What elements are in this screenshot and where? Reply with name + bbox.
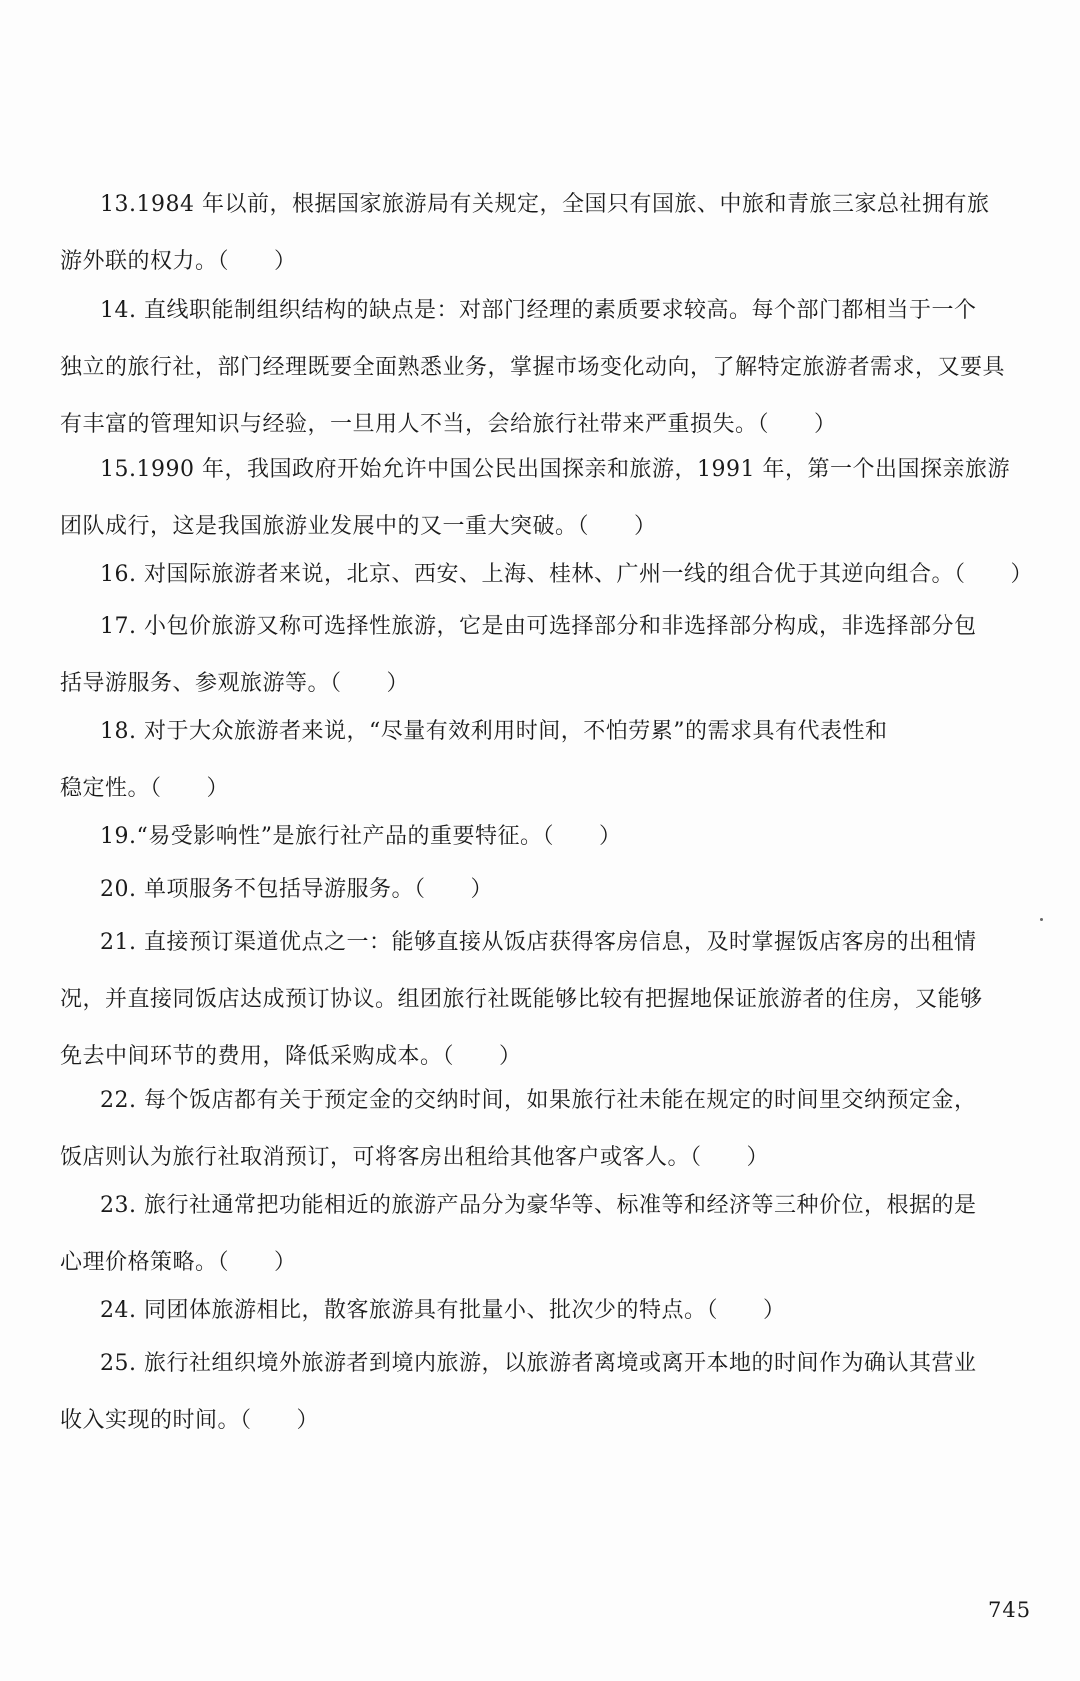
scan-speck xyxy=(1040,918,1043,921)
question-15 xyxy=(60,441,1040,555)
question-line: 17. 小包价旅游又称可选择性旅游，它是由可选择部分和非选择部分构成，非选择部分包 xyxy=(100,614,977,639)
question-16 xyxy=(60,546,1040,603)
question-line: 14. 直线职能制组织结构的缺点是：对部门经理的素质要求较高。每个部门都相当于一个 xyxy=(100,298,977,323)
question-line: 13.1984 年以前，根据国家旅游局有关规定，全国只有国旅、中旅和青旅三家总社拥有旅 xyxy=(100,192,990,217)
question-line: 18. 对于大众旅游者来说，“尽量有效利用时间，不怕劳累”的需求具有代表性和 xyxy=(100,719,888,744)
question-line: 游外联的权力。（ ） xyxy=(60,249,297,274)
question-22 xyxy=(60,1072,1040,1186)
question-line: 15.1990 年，我国政府开始允许中国公民出国探亲和旅游，1991 年，第一个出国探亲旅游 xyxy=(100,457,1010,482)
question-21 xyxy=(60,914,1040,1085)
question-14 xyxy=(60,282,1040,453)
question-line: 24. 同团体旅游相比，散客旅游具有批量小、批次少的特点。（ ） xyxy=(100,1298,786,1323)
question-line: 团队成行，这是我国旅游业发展中的又一重大突破。（ ） xyxy=(60,514,657,539)
question-line: 25. 旅行社组织境外旅游者到境内旅游，以旅游者离境或离开本地的时间作为确认其营业 xyxy=(100,1351,977,1376)
question-line: 收入实现的时间。（ ） xyxy=(60,1408,320,1433)
question-line: 22. 每个饭店都有关于预定金的交纳时间，如果旅行社未能在规定的时间里交纳预定金， xyxy=(100,1088,977,1113)
question-line: 况，并直接同饭店达成预订协议。组团旅行社既能够比较有把握地保证旅游者的住房，又能够 xyxy=(60,987,983,1012)
question-line: 心理价格策略。（ ） xyxy=(60,1250,297,1275)
page-number: 745 xyxy=(988,1598,1032,1622)
question-17 xyxy=(60,598,1040,712)
question-19 xyxy=(60,808,1040,865)
question-line: 稳定性。（ ） xyxy=(60,776,230,801)
question-13 xyxy=(60,176,1040,290)
question-25 xyxy=(60,1335,1040,1449)
question-line: 21. 直接预订渠道优点之一：能够直接从饭店获得客房信息，及时掌握饭店客房的出租情 xyxy=(100,930,977,955)
question-line: 20. 单项服务不包括导游服务。（ ） xyxy=(100,877,493,902)
question-line: 独立的旅行社，部门经理既要全面熟悉业务，掌握市场变化动向，了解特定旅游者需求，又要具 xyxy=(60,355,1006,380)
question-line: 16. 对国际旅游者来说，北京、西安、上海、桂林、广州一线的组合优于其逆向组合。（ ） xyxy=(100,562,1033,587)
question-23 xyxy=(60,1177,1040,1291)
question-18 xyxy=(60,703,1040,817)
question-line: 括导游服务、参观旅游等。（ ） xyxy=(60,671,410,696)
question-line: 19.“易受影响性”是旅行社产品的重要特征。（ ） xyxy=(100,824,622,849)
question-20 xyxy=(60,861,1040,918)
question-24 xyxy=(60,1282,1040,1339)
question-line: 23. 旅行社通常把功能相近的旅游产品分为豪华等、标准等和经济等三种价位，根据的是 xyxy=(100,1193,977,1218)
question-line: 有丰富的管理知识与经验，一旦用人不当，会给旅行社带来严重损失。（ ） xyxy=(60,412,837,437)
question-line: 饭店则认为旅行社取消预订，可将客房出租给其他客户或客人。（ ） xyxy=(60,1145,770,1170)
question-line: 免去中间环节的费用，降低采购成本。（ ） xyxy=(60,1044,522,1069)
